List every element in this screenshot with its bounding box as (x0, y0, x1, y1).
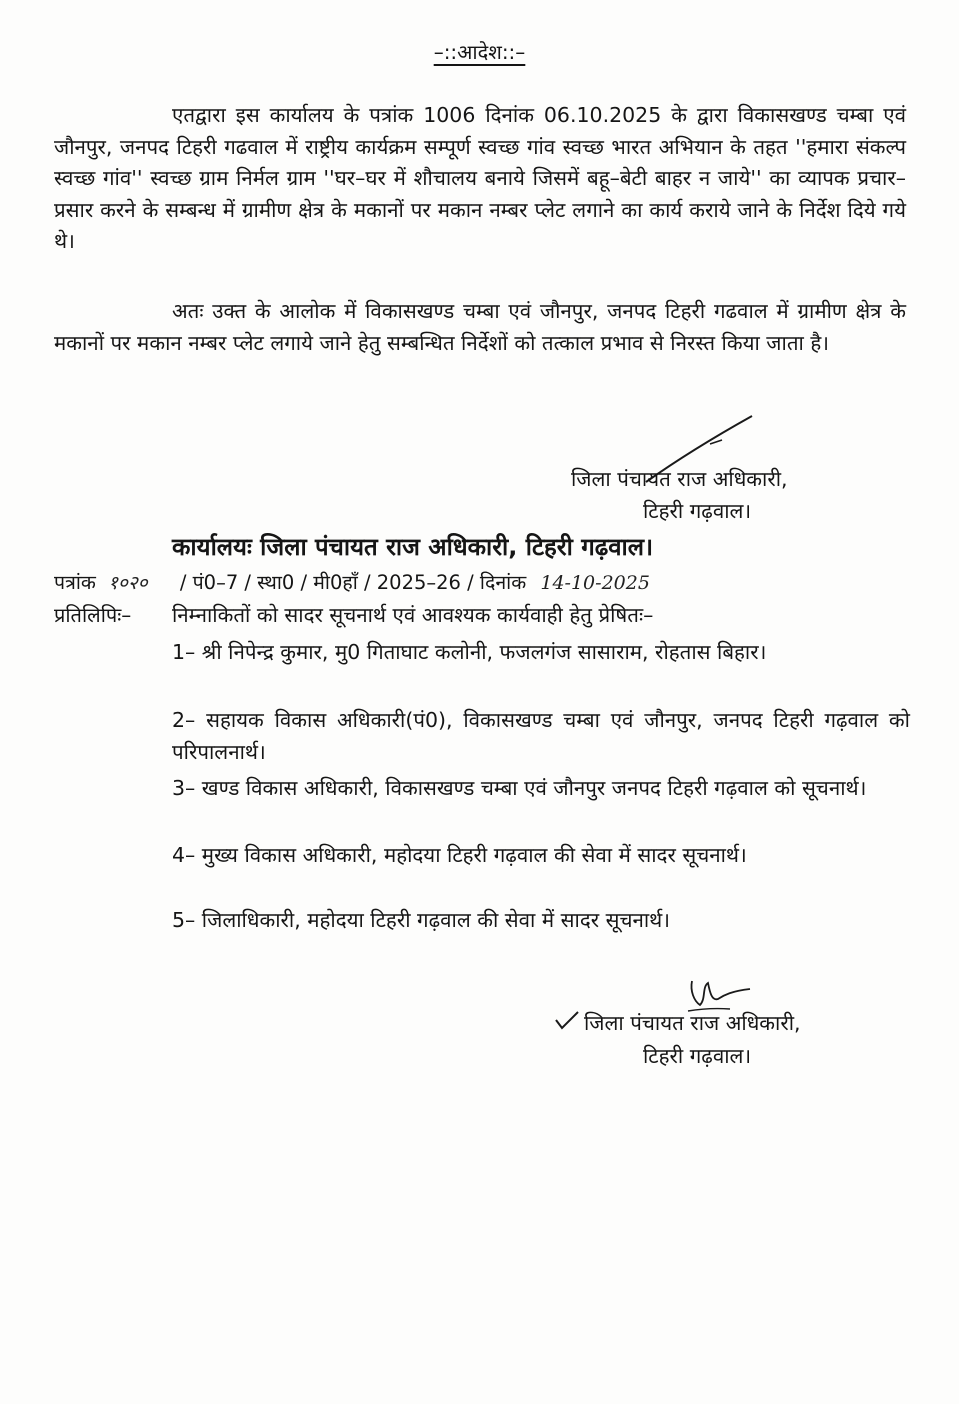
reference-date: 14-10-2025 (540, 572, 650, 594)
copy-to-label: प्रतिलिपिः– (54, 603, 132, 627)
copy-item-3: 3– खण्ड विकास अधिकारी, विकासखण्ड चम्बा एवं जौनपुर जनपद टिहरी गढ़वाल को सूचनार्थ। (172, 776, 867, 800)
copy-item-5: 5– जिलाधिकारी, महोदया टिहरी गढ़वाल की सेवा में सादर सूचनार्थ। (172, 908, 671, 932)
order-paragraph-2: अतः उक्त के आलोक में विकासखण्ड चम्बा एवं जौनपुर, जनपद टिहरी गढवाल में ग्रामीण क्षेत्र के मकानों पर मकान नम्बर प्लेट लगाये जाने हेतु सम्बन्धित निर्देशों को तत्काल प्रभाव से निरस्त किया जाता है। (54, 299, 906, 355)
order-paragraph-1: एतद्वारा इस कार्यालय के पत्रांक 1006 दिनांक 06.10.2025 के द्वारा विकासखण्ड चम्बा एवं जौनपुर, जनपद टिहरी गढवाल में राष्ट्रीय कार्यक्रम सम्पूर्ण स्वच्छ गांव स्वच्छ भारत अभियान के तहत ''हमारा संकल्प स्वच्छ गांव'' स्वच्छ ग्राम निर्मल ग्राम ''घर–घर में शौचालय बनाये जिसमें बहू–बेटी बाहर न जाये'' का व्यापक प्रचार–प्रसार करने के सम्बन्ध में ग्रामीण क्षेत्र के मकानों पर मकान नम्बर प्लेट लगाने का कार्य कराये जाने के निर्देश दिये गये थे। (54, 103, 906, 253)
office-line: कार्यालयः जिला पंचायत राज अधिकारी, टिहरी गढ़वाल। (172, 533, 654, 561)
reference-number: १०२० (108, 572, 148, 594)
copy-item-1: 1– श्री निपेन्द्र कुमार, मु0 गिताघाट कलोनी, फजलगंज सासाराम, रोहतास बिहार। (172, 640, 767, 664)
copy-item-2: 2– सहायक विकास अधिकारी(पं0), विकासखण्ड चम्बा एवं जौनपुर, जनपद टिहरी गढ़वाल को परिपालनार्थ। (172, 708, 910, 764)
tick-mark-icon (552, 1008, 582, 1032)
signatory-place-1: टिहरी गढ़वाल। (643, 499, 752, 523)
copy-to-intro: निम्नाकितों को सादर सूचनार्थ एवं आवश्यक कार्यवाही हेतु प्रेषितः– (172, 603, 654, 627)
copy-item-4: 4– मुख्य विकास अधिकारी, महोदया टिहरी गढ़वाल की सेवा में सादर सूचनार्थ। (172, 843, 747, 867)
reference-line (54, 568, 650, 595)
reference-label: पत्रांक (54, 571, 96, 594)
signatory-title-2: जिला पंचायत राज अधिकारी, (584, 1011, 801, 1035)
order-heading: –::आदेश::– (433, 40, 526, 64)
signatory-title-1: जिला पंचायत राज अधिकारी, (571, 467, 788, 491)
reference-code: / पं0–7 / स्था0 / मी0हॉं / 2025–26 / दिनांक (179, 571, 527, 594)
signatory-place-2: टिहरी गढ़वाल। (643, 1044, 752, 1068)
